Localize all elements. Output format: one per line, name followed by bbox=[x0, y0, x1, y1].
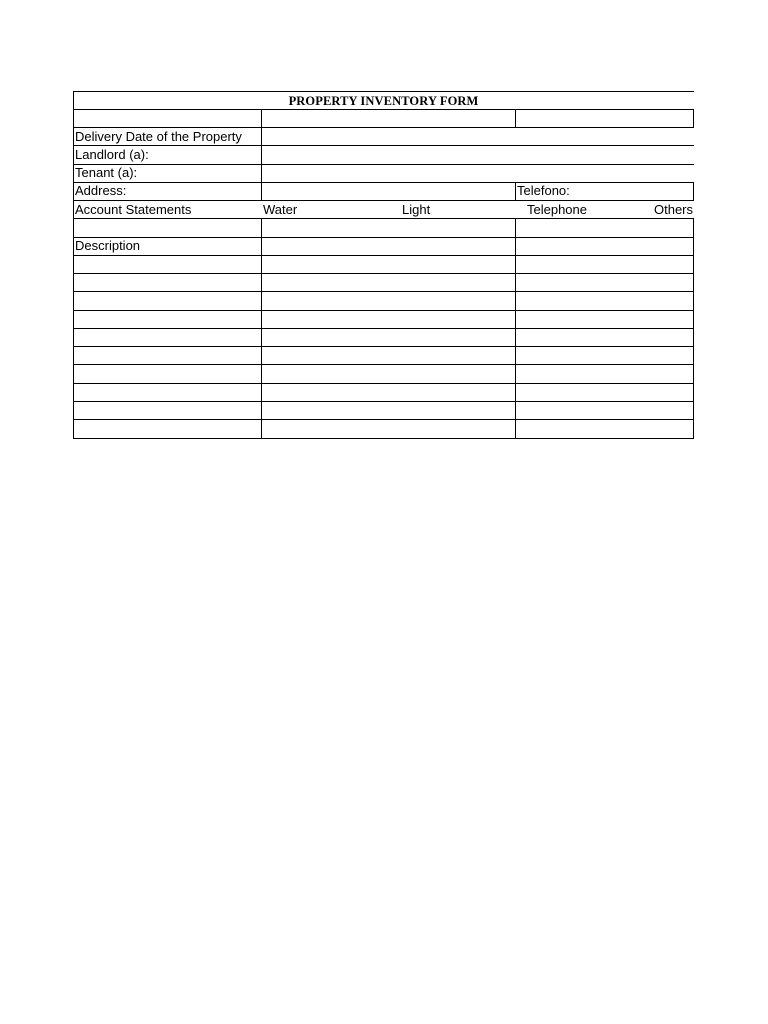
grid-line bbox=[515, 218, 516, 439]
form-title: PROPERTY INVENTORY FORM bbox=[288, 94, 479, 108]
grid-line bbox=[693, 109, 694, 128]
grid-line bbox=[73, 237, 694, 238]
grid-line bbox=[73, 419, 694, 420]
grid-line bbox=[73, 438, 694, 439]
account-statements-label: Account Statements bbox=[75, 202, 192, 217]
grid-line bbox=[73, 182, 694, 183]
grid-line bbox=[261, 218, 262, 439]
grid-line bbox=[515, 182, 516, 200]
telephone-label: Telephone bbox=[527, 202, 587, 217]
grid-line bbox=[73, 401, 694, 402]
address-label: Address: bbox=[75, 183, 127, 198]
grid-line bbox=[261, 109, 262, 200]
grid-line bbox=[73, 273, 694, 274]
grid-line bbox=[73, 291, 694, 292]
grid-line bbox=[693, 218, 694, 439]
description-label: Description bbox=[75, 238, 141, 253]
grid-line bbox=[73, 346, 694, 347]
water-label: Water bbox=[263, 202, 298, 217]
telefono-label: Telefono: bbox=[517, 183, 570, 198]
grid-line bbox=[73, 328, 694, 329]
grid-line bbox=[73, 255, 694, 256]
tenant-label: Tenant (a): bbox=[75, 165, 138, 180]
grid-line bbox=[73, 164, 694, 165]
landlord-label: Landlord (a): bbox=[75, 147, 149, 162]
grid-line bbox=[73, 310, 694, 311]
grid-line bbox=[73, 91, 74, 439]
grid-line bbox=[693, 182, 694, 200]
grid-line bbox=[515, 109, 516, 128]
grid-line bbox=[73, 364, 694, 365]
others-label: Others bbox=[654, 202, 694, 217]
delivery-date-label: Delivery Date of the Property bbox=[75, 129, 242, 144]
grid-line bbox=[73, 383, 694, 384]
light-label: Light bbox=[402, 202, 431, 217]
property-inventory-form bbox=[73, 91, 694, 439]
